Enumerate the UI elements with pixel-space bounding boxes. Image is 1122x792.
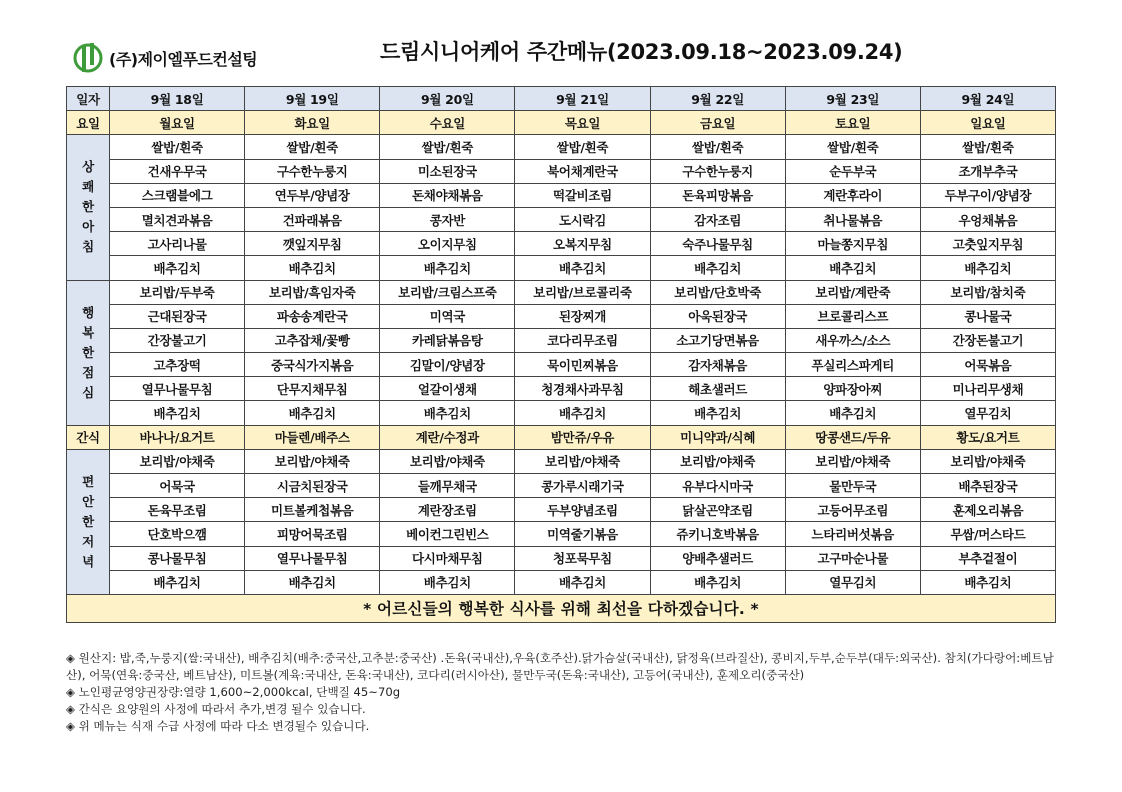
menu-item: 느타리버섯볶음 — [785, 522, 920, 546]
weekday-cell: 월요일 — [110, 111, 245, 135]
menu-item: 청포묵무침 — [515, 546, 650, 570]
menu-item: 고춧잎지무침 — [920, 232, 1055, 256]
weekday-cell: 토요일 — [785, 111, 920, 135]
lunch-row — [67, 401, 1056, 425]
menu-item: 열무나물무침 — [110, 377, 245, 401]
breakfast-row — [67, 159, 1056, 183]
breakfast-row — [67, 232, 1056, 256]
menu-item: 보리밥/크림스프죽 — [380, 280, 515, 304]
menu-item: 보리밥/계란죽 — [785, 280, 920, 304]
menu-item: 배추김치 — [515, 570, 650, 594]
menu-item: 간장불고기 — [110, 328, 245, 352]
menu-item: 돈육무조림 — [110, 498, 245, 522]
menu-item: 고추장떡 — [110, 353, 245, 377]
menu-item: 쥬키니호박볶음 — [650, 522, 785, 546]
lunch-row — [67, 353, 1056, 377]
lunch-row — [67, 377, 1056, 401]
menu-item: 미소된장국 — [380, 159, 515, 183]
menu-item: 배추된장국 — [920, 474, 1055, 498]
menu-item: 순두부국 — [785, 159, 920, 183]
page-title: 드림시니어케어 주간메뉴(2023.09.18~2023.09.24) — [380, 40, 903, 64]
menu-item: 감자조림 — [650, 207, 785, 231]
menu-item: 배추김치 — [920, 256, 1055, 280]
menu-item: 아욱된장국 — [650, 304, 785, 328]
lunch-row — [67, 328, 1056, 352]
menu-item: 배추김치 — [515, 256, 650, 280]
breakfast-label: 상 쾌 한 아 침 — [67, 135, 110, 280]
menu-item: 쌀밥/흰죽 — [515, 135, 650, 159]
menu-item: 구수한누룽지 — [245, 159, 380, 183]
dinner-row — [67, 474, 1056, 498]
breakfast-row — [67, 135, 1056, 159]
menu-item: 숙주나물무침 — [650, 232, 785, 256]
menu-item: 배추김치 — [785, 256, 920, 280]
date-row — [67, 87, 1056, 111]
menu-item: 쌀밥/흰죽 — [920, 135, 1055, 159]
menu-item: 보리밥/두부죽 — [110, 280, 245, 304]
menu-item: 부추겉절이 — [920, 546, 1055, 570]
date-cell: 9월 18일 — [110, 87, 245, 111]
breakfast-row — [67, 256, 1056, 280]
menu-item: 쌀밥/흰죽 — [110, 135, 245, 159]
company-logo — [73, 38, 278, 78]
menu-item: 열무나물무침 — [245, 546, 380, 570]
date-cell: 9월 22일 — [650, 87, 785, 111]
menu-item: 푸실리스파게티 — [785, 353, 920, 377]
menu-item: 고추잡채/꽃빵 — [245, 328, 380, 352]
menu-item: 쌀밥/흰죽 — [245, 135, 380, 159]
menu-item: 단무지채무침 — [245, 377, 380, 401]
menu-item: 오이지무침 — [380, 232, 515, 256]
menu-item: 계란장조림 — [380, 498, 515, 522]
menu-item: 코다리무조림 — [515, 328, 650, 352]
menu-item: 양파장아찌 — [785, 377, 920, 401]
menu-item: 미트볼케첩볶음 — [245, 498, 380, 522]
menu-item: 배추김치 — [785, 401, 920, 425]
menu-item: 훈제오리볶음 — [920, 498, 1055, 522]
date-cell: 9월 24일 — [920, 87, 1055, 111]
menu-item: 닭살곤약조림 — [650, 498, 785, 522]
menu-item: 배추김치 — [245, 570, 380, 594]
menu-item: 배추김치 — [515, 401, 650, 425]
menu-item: 김말이/양념장 — [380, 353, 515, 377]
dinner-row — [67, 522, 1056, 546]
menu-item: 배추김치 — [380, 256, 515, 280]
weekday-cell: 일요일 — [920, 111, 1055, 135]
menu-item: 미역줄기볶음 — [515, 522, 650, 546]
note-line: ◈ 간식은 요양원의 사정에 따라서 추가,변경 될수 있습니다. — [66, 702, 366, 716]
snack-item: 미니약과/식혜 — [650, 425, 785, 449]
menu-item: 묵이민찌볶음 — [515, 353, 650, 377]
menu-item: 고구마순나물 — [785, 546, 920, 570]
menu-item: 보리밥/야채죽 — [650, 449, 785, 473]
menu-item: 도시락김 — [515, 207, 650, 231]
menu-item: 어묵볶음 — [920, 353, 1055, 377]
menu-item: 브로콜리스프 — [785, 304, 920, 328]
menu-item: 북어채계란국 — [515, 159, 650, 183]
snack-item: 밤만쥬/우유 — [515, 425, 650, 449]
weekday-cell: 화요일 — [245, 111, 380, 135]
menu-item: 들깨무채국 — [380, 474, 515, 498]
date-label: 일자 — [67, 87, 110, 111]
note-line: ◈ 위 메뉴는 식재 수급 사정에 따라 다소 변경될수 있습니다. — [66, 719, 370, 733]
menu-item: 우엉채볶음 — [920, 207, 1055, 231]
menu-item: 근대된장국 — [110, 304, 245, 328]
menu-item: 두부양념조림 — [515, 498, 650, 522]
menu-item: 다시마채무침 — [380, 546, 515, 570]
menu-item: 유부다시마국 — [650, 474, 785, 498]
weekday-label: 요일 — [67, 111, 110, 135]
footer-message: * 어르신들의 행복한 식사를 위해 최선을 다하겠습니다. * — [67, 594, 1056, 622]
snack-item: 계란/수정과 — [380, 425, 515, 449]
menu-item: 연두부/양념장 — [245, 183, 380, 207]
menu-item: 베이컨그린빈스 — [380, 522, 515, 546]
weekday-cell: 수요일 — [380, 111, 515, 135]
note-line: ◈ 원산지: 밥,죽,누룽지(쌀:국내산), 배추김치(배추:중국산,고추분:중국산) .돈육(국내산),우육(호주산).닭가슴살(국내산), 닭정육(브라질산), 콩비지,두부,순두부(대두:외국산). 참치(가다랑어:베트남산), 어묵(연육:중국산, 베트남산), 미트볼(계육:국내산, 돈육:국내산), 코다리(러시아산), 물만두국(돈육:국내산), 고등어(국내산), 훈제오리(중국산) — [66, 651, 1054, 682]
menu-item: 쌀밥/흰죽 — [785, 135, 920, 159]
menu-item: 취나물볶음 — [785, 207, 920, 231]
menu-item: 된장찌개 — [515, 304, 650, 328]
menu-item: 배추김치 — [245, 256, 380, 280]
menu-item: 열무김치 — [785, 570, 920, 594]
menu-item: 배추김치 — [110, 256, 245, 280]
breakfast-row — [67, 207, 1056, 231]
menu-item: 보리밥/야채죽 — [380, 449, 515, 473]
menu-item: 보리밥/야채죽 — [920, 449, 1055, 473]
menu-item: 단호박으깸 — [110, 522, 245, 546]
dinner-row — [67, 449, 1056, 473]
menu-item: 배추김치 — [380, 401, 515, 425]
menu-item: 콩나물무침 — [110, 546, 245, 570]
menu-item: 중국식가지볶음 — [245, 353, 380, 377]
weekday-row — [67, 111, 1056, 135]
menu-item: 보리밥/야채죽 — [110, 449, 245, 473]
date-cell: 9월 20일 — [380, 87, 515, 111]
menu-item: 어묵국 — [110, 474, 245, 498]
menu-item: 미나리무생채 — [920, 377, 1055, 401]
menu-item: 스크램블에그 — [110, 183, 245, 207]
menu-item: 새우까스/소스 — [785, 328, 920, 352]
menu-item: 떡갈비조림 — [515, 183, 650, 207]
menu-item: 보리밥/야채죽 — [245, 449, 380, 473]
menu-item: 멸치견과볶음 — [110, 207, 245, 231]
menu-item: 보리밥/브로콜리죽 — [515, 280, 650, 304]
menu-item: 카레닭볶음탕 — [380, 328, 515, 352]
menu-item: 배추김치 — [650, 401, 785, 425]
snack-item: 마들렌/배주스 — [245, 425, 380, 449]
menu-item: 간장돈불고기 — [920, 328, 1055, 352]
menu-item: 청경채사과무침 — [515, 377, 650, 401]
lunch-row — [67, 304, 1056, 328]
menu-item: 피망어묵조림 — [245, 522, 380, 546]
notes-section — [66, 650, 1056, 735]
date-cell: 9월 23일 — [785, 87, 920, 111]
menu-item: 파송송계란국 — [245, 304, 380, 328]
footer-row — [67, 594, 1056, 622]
menu-item: 배추김치 — [110, 570, 245, 594]
snack-label: 간식 — [67, 425, 110, 449]
menu-item: 배추김치 — [650, 570, 785, 594]
menu-item: 소고기당면볶음 — [650, 328, 785, 352]
menu-item: 건파래볶음 — [245, 207, 380, 231]
menu-item: 오복지무침 — [515, 232, 650, 256]
menu-item: 콩자반 — [380, 207, 515, 231]
lunch-label: 행 복 한 점 심 — [67, 280, 110, 425]
menu-item: 고사리나물 — [110, 232, 245, 256]
menu-item: 양배추샐러드 — [650, 546, 785, 570]
menu-item: 고등어무조림 — [785, 498, 920, 522]
menu-item: 두부구이/양념장 — [920, 183, 1055, 207]
menu-item: 배추김치 — [650, 256, 785, 280]
dinner-label: 편 안 한 저 녁 — [67, 449, 110, 594]
menu-item: 보리밥/흑임자죽 — [245, 280, 380, 304]
menu-item: 배추김치 — [110, 401, 245, 425]
menu-item: 보리밥/야채죽 — [785, 449, 920, 473]
menu-item: 해초샐러드 — [650, 377, 785, 401]
snack-item: 바나나/요거트 — [110, 425, 245, 449]
logo-mark-icon — [73, 40, 103, 76]
menu-item: 배추김치 — [380, 570, 515, 594]
menu-item: 시금치된장국 — [245, 474, 380, 498]
company-name: (주)제이엘푸드컨설팅 — [109, 49, 258, 69]
menu-item: 조개부추국 — [920, 159, 1055, 183]
menu-item: 돈채야채볶음 — [380, 183, 515, 207]
menu-item: 보리밥/야채죽 — [515, 449, 650, 473]
menu-item: 보리밥/참치죽 — [920, 280, 1055, 304]
menu-item: 얼갈이생채 — [380, 377, 515, 401]
menu-item: 마늘쫑지무침 — [785, 232, 920, 256]
menu-item: 열무김치 — [920, 401, 1055, 425]
menu-item: 쌀밥/흰죽 — [650, 135, 785, 159]
menu-item: 배추김치 — [245, 401, 380, 425]
dinner-row — [67, 546, 1056, 570]
snack-row — [67, 425, 1056, 449]
menu-item: 구수한누룽지 — [650, 159, 785, 183]
note-line: ◈ 노인평균영양권장량:열량 1,600~2,000kcal, 단백질 45~70g — [66, 685, 401, 699]
date-cell: 9월 21일 — [515, 87, 650, 111]
menu-item: 감자채볶음 — [650, 353, 785, 377]
breakfast-row — [67, 183, 1056, 207]
date-cell: 9월 19일 — [245, 87, 380, 111]
weekly-menu-table — [66, 86, 1056, 623]
menu-item: 돈육피망볶음 — [650, 183, 785, 207]
lunch-row — [67, 280, 1056, 304]
menu-item: 무쌈/머스타드 — [920, 522, 1055, 546]
menu-item: 배추김치 — [920, 570, 1055, 594]
menu-item: 콩가루시래기국 — [515, 474, 650, 498]
menu-item: 보리밥/단호박죽 — [650, 280, 785, 304]
menu-item: 미역국 — [380, 304, 515, 328]
weekday-cell: 금요일 — [650, 111, 785, 135]
menu-item: 계란후라이 — [785, 183, 920, 207]
menu-item: 쌀밥/흰죽 — [380, 135, 515, 159]
dinner-row — [67, 570, 1056, 594]
menu-item: 콩나물국 — [920, 304, 1055, 328]
dinner-row — [67, 498, 1056, 522]
weekday-cell: 목요일 — [515, 111, 650, 135]
menu-item: 물만두국 — [785, 474, 920, 498]
menu-item: 건새우무국 — [110, 159, 245, 183]
snack-item: 땅콩샌드/두유 — [785, 425, 920, 449]
snack-item: 황도/요거트 — [920, 425, 1055, 449]
menu-item: 깻잎지무침 — [245, 232, 380, 256]
